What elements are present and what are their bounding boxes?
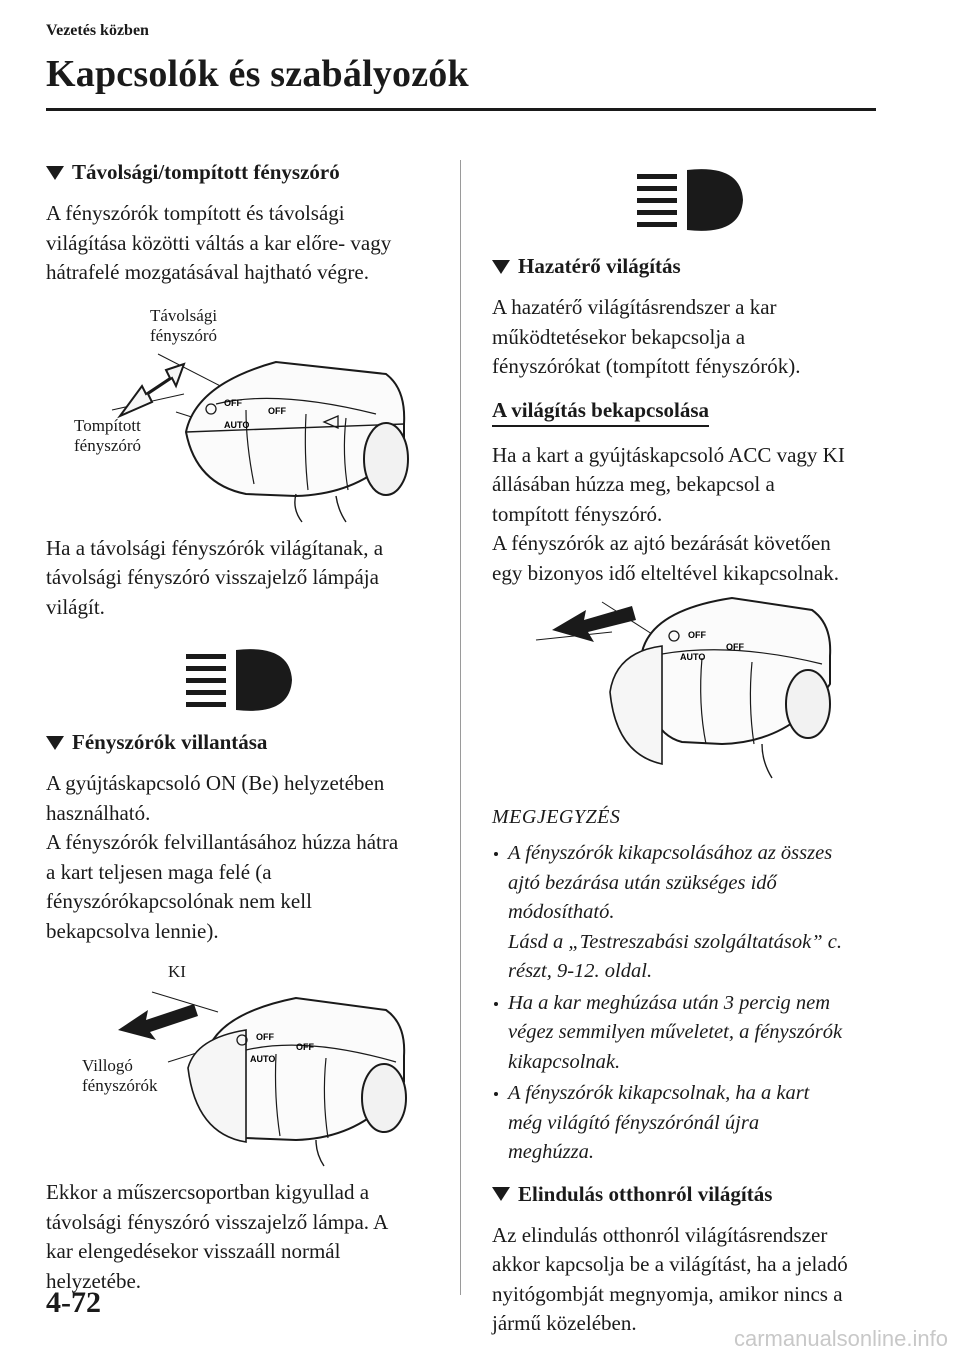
page-number: 4-72 bbox=[46, 1286, 101, 1319]
text-line: Ha a kart a gyújtáskapcsoló ACC vagy KI bbox=[492, 442, 845, 467]
text-line: fényszórókat (tompított fényszórók). bbox=[492, 354, 801, 378]
text-line: Lásd a „Testreszabási szolgáltatások” c. bbox=[508, 930, 842, 953]
note-heading: MEGJEGYZÉS bbox=[492, 806, 621, 828]
text-line: hátrafelé mozgatásával hajtható végre. bbox=[46, 260, 369, 284]
text-line: Az elindulás otthonról világításrendszer bbox=[492, 1222, 828, 1247]
paragraph-flash bbox=[46, 769, 436, 946]
right-column bbox=[492, 160, 892, 1345]
heading-text: Távolsági/tompított fényszóró bbox=[72, 160, 340, 184]
paragraph-high-beam-indicator bbox=[46, 534, 436, 623]
figure-high-low-beam-lever bbox=[46, 294, 436, 524]
indicator-wrap bbox=[492, 168, 892, 232]
text-line: távolsági fényszóró visszajelző lámpája bbox=[46, 565, 379, 589]
svg-text:AUTO: AUTO bbox=[224, 419, 250, 430]
label-line: Tompított bbox=[74, 415, 141, 435]
text-line: részt, 9-12. oldal. bbox=[508, 960, 653, 982]
text-line: ajtó bezárása után szükséges idő bbox=[508, 871, 777, 894]
text-line: A gyújtáskapcsoló ON (Be) helyzetében bbox=[46, 771, 385, 795]
text-line: állásában húzza meg, bekapcsol a bbox=[492, 472, 775, 496]
label-line: KI bbox=[168, 962, 186, 981]
watermark: carmanualsonline.info bbox=[733, 1326, 948, 1351]
high-beam-indicator-icon bbox=[637, 168, 747, 232]
svg-text:OFF: OFF bbox=[256, 1032, 274, 1042]
text-line: A fényszórók tompított és távolsági bbox=[46, 201, 345, 225]
text-line: kar elengedésekor visszaáll normál bbox=[46, 1239, 341, 1263]
triangle-bullet-icon bbox=[492, 260, 510, 274]
header-rule bbox=[46, 108, 876, 111]
text-line: fényszórókapcsolónak nem kell bbox=[46, 889, 312, 913]
svg-text:OFF: OFF bbox=[726, 642, 744, 652]
svg-text:OFF: OFF bbox=[268, 405, 286, 416]
heading-text: Elindulás otthonról világítás bbox=[518, 1181, 773, 1206]
triangle-bullet-icon bbox=[46, 166, 64, 180]
bullet-icon bbox=[494, 1092, 498, 1096]
heading-text: Hazatérő világítás bbox=[518, 254, 681, 278]
text-line: még világító fényszórónál újra bbox=[508, 1111, 760, 1134]
bullet-icon bbox=[494, 1002, 498, 1006]
subheading-turn-on: A világítás bekapcsolása bbox=[492, 398, 709, 427]
text-line: módosítható. bbox=[508, 901, 615, 923]
svg-text:OFF: OFF bbox=[296, 1042, 314, 1052]
triangle-bullet-icon bbox=[492, 1187, 510, 1201]
text-line: Ha a távolsági fényszórók világítanak, a bbox=[46, 535, 384, 560]
text-line: A fényszórók az ajtó bezárását követően bbox=[492, 531, 831, 555]
note-item bbox=[492, 1079, 892, 1168]
note-list bbox=[492, 839, 892, 1168]
paragraph-high-low-beam bbox=[46, 199, 436, 288]
text-line: A fényszórók kikapcsolásához az összes bbox=[508, 842, 833, 864]
label-line: Villogó bbox=[82, 1056, 133, 1075]
text-line: távolsági fényszóró visszajelző lámpa. A bbox=[46, 1209, 389, 1234]
text-line: használható. bbox=[46, 800, 151, 825]
text-line: A fényszórók kikapcsolnak, ha a kart bbox=[508, 1082, 810, 1104]
text-line: Ekkor a műszercsoportban kigyullad a bbox=[46, 1180, 370, 1204]
text-line: helyzetébe. bbox=[46, 1268, 142, 1293]
lever-illustration-icon bbox=[46, 294, 436, 524]
text-line: világítása közötti váltás a kar előre- vagy bbox=[46, 230, 392, 255]
figure-flash-lever bbox=[46, 958, 436, 1168]
section-heading-flash bbox=[46, 730, 436, 755]
indicator-wrap bbox=[46, 648, 436, 712]
label-line: fényszóró bbox=[74, 435, 142, 455]
paragraph-turn-on bbox=[492, 441, 892, 589]
text-line: meghúzza. bbox=[508, 1141, 594, 1163]
text-line: egy bizonyos idő elteltével kikapcsolnak. bbox=[492, 560, 839, 585]
triangle-bullet-icon bbox=[46, 736, 64, 750]
label-line: Távolsági bbox=[150, 305, 218, 325]
paragraph-coming-home bbox=[492, 293, 892, 382]
paragraph-flash-result bbox=[46, 1178, 436, 1296]
svg-text:AUTO: AUTO bbox=[250, 1054, 276, 1064]
label-off bbox=[168, 962, 186, 982]
text-line: a kart teljesen maga felé (a bbox=[46, 859, 272, 884]
text-line: bekapcsolva lennie). bbox=[46, 918, 219, 943]
high-beam-indicator-icon bbox=[186, 648, 296, 712]
text-line: akkor kapcsolja be a világítást, ha a jeladó bbox=[492, 1252, 848, 1276]
text-line: végez semmilyen műveletet, a fényszórók bbox=[508, 1021, 843, 1043]
label-high-beam bbox=[150, 306, 217, 346]
svg-text:AUTO: AUTO bbox=[680, 652, 706, 662]
label-flash bbox=[82, 1056, 158, 1096]
text-line: tompított fényszóró. bbox=[492, 501, 663, 526]
bullet-icon bbox=[494, 852, 498, 856]
text-line: jármű közelében. bbox=[492, 1311, 637, 1335]
label-line: fényszórók bbox=[82, 1076, 158, 1095]
figure-coming-home-lever bbox=[492, 594, 892, 784]
text-line: világít. bbox=[46, 594, 105, 619]
paragraph-leaving-home bbox=[492, 1221, 892, 1339]
text-line: Ha a kar meghúzása után 3 percig nem bbox=[508, 991, 831, 1014]
text-line: A hazatérő világításrendszer a kar bbox=[492, 295, 777, 319]
svg-text:OFF: OFF bbox=[688, 630, 706, 640]
section-heading-leaving-home bbox=[492, 1182, 892, 1207]
section-heading-coming-home bbox=[492, 254, 892, 279]
section-label: Vezetés közben bbox=[46, 22, 149, 39]
heading-text: Fényszórók villantása bbox=[72, 730, 268, 754]
text-line: működtetésekor bekapcsolja a bbox=[492, 324, 746, 349]
note-item bbox=[492, 989, 892, 1078]
double-arrow-icon bbox=[120, 364, 184, 416]
label-line: fényszóró bbox=[150, 325, 218, 345]
left-column bbox=[46, 160, 436, 1302]
column-divider bbox=[460, 160, 461, 1295]
note-item bbox=[492, 839, 892, 987]
svg-text:OFF: OFF bbox=[224, 397, 242, 408]
label-low-beam bbox=[74, 416, 141, 456]
lever-illustration-icon bbox=[492, 594, 892, 784]
direction-arrow-icon bbox=[118, 1004, 198, 1040]
text-line: nyitógombját megnyomja, amikor nincs a bbox=[492, 1281, 843, 1306]
section-heading-high-low-beam bbox=[46, 160, 436, 185]
text-line: A fényszórók felvillantásához húzza hátra bbox=[46, 830, 399, 854]
page-title: Kapcsolók és szabályozók bbox=[46, 53, 469, 95]
text-line: kikapcsolnak. bbox=[508, 1050, 621, 1073]
